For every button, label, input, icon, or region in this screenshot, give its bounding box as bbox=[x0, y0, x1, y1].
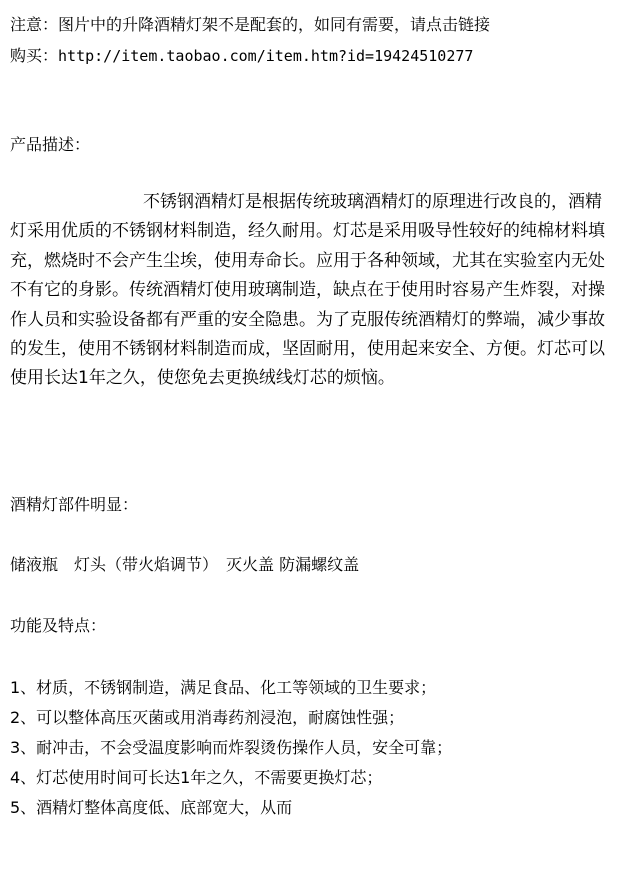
description-body: 不锈钢酒精灯是根据传统玻璃酒精灯的原理进行改良的，酒精灯采用优质的不锈钢材料制造，经久耐用。灯芯是采用吸导性较好的纯棉材料填充，燃烧时不会产生尘埃，使用寿命长。应用于各种领域，尤其在实验室内无处不有它的身影。传统酒精灯使用玻璃制造，缺点在于使用时容易产生炸裂，对操作人员和实验设备都有严重的安全隐患。为了克服传统酒精灯的弊端，减少事故的发生，使用不锈钢材料制造而成，坚固耐用，使用起来安全、方便。灯芯可以使用长达1年之久，使您免去更换绒线灯芯的烦恼。 bbox=[10, 192, 605, 389]
feature-item: 5、酒精灯整体高度低、底部宽大，从而 bbox=[10, 798, 293, 817]
notice-line-1: 注意：图片中的升降酒精灯架不是配套的，如同有需要，请点击链接 bbox=[10, 15, 491, 34]
description-paragraph bbox=[10, 188, 615, 394]
notice-line-2 bbox=[10, 44, 473, 68]
feature-item: 4、灯芯使用时间可长达1年之久，不需要更换灯芯； bbox=[10, 768, 383, 787]
description-heading: 产品描述： bbox=[10, 135, 91, 154]
feature-item: 2、可以整体高压灭菌或用消毒药剂浸泡，耐腐蚀性强； bbox=[10, 708, 405, 727]
features-heading: 功能及特点： bbox=[10, 616, 107, 635]
parts-list: 储液瓶 灯头（带火焰调节） 灭火盖 防漏螺纹盖 bbox=[10, 555, 360, 574]
feature-item: 3、耐冲击，不会受温度影响而炸裂烫伤操作人员，安全可靠； bbox=[10, 738, 453, 757]
feature-item: 1、材质，不锈钢制造，满足食品、化工等领域的卫生要求； bbox=[10, 678, 437, 697]
notice-prefix: 购买： bbox=[10, 46, 59, 65]
parts-heading: 酒精灯部件明显： bbox=[10, 495, 139, 514]
product-link[interactable]: http://item.taobao.com/item.htm?id=19424510277 bbox=[58, 47, 474, 65]
